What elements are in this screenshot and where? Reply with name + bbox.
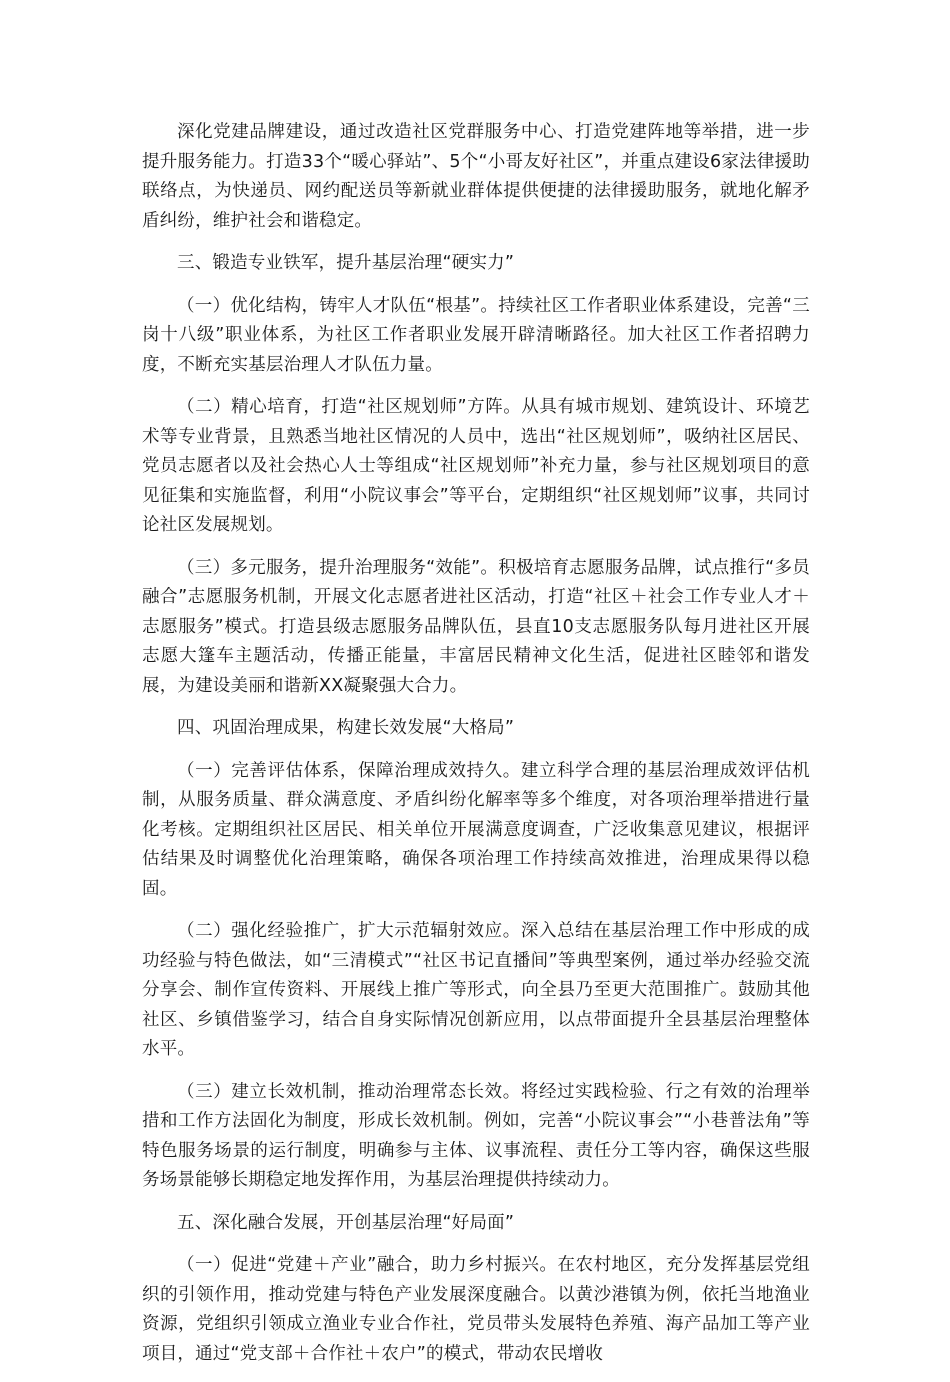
paragraph-3-2: （二）精心培育，打造“社区规划师”方阵。从具有城市规划、建筑设计、环境艺术等专业背景，且熟悉当地社区情况的人员中，选出“社区规划师”，吸纳社区居民、党员志愿者以及社会热心人士等组成“社区规划师”补充力量，参与社区规划项目的意见征集和实施监督，利用“小院议事会”等平台，定期组织“社区规划师”议事，共同讨论社区发展规划。 — [142, 397, 810, 535]
section-heading-5: 五、深化融合发展，开创基层治理“好局面” — [177, 1212, 515, 1233]
paragraph-4-3: （三）建立长效机制，推动治理常态长效。将经过实践检验、行之有效的治理举措和工作方法固化为制度，形成长效机制。例如，完善“小院议事会”“小巷普法角”等特色服务场景的运行制度，明确参与主体、议事流程、责任分工等内容，确保这些服务场景能够长期稳定地发挥作用，为基层治理提供持续动力。 — [142, 1081, 810, 1190]
paragraph-5-1: （一）促进“党建＋产业”融合，助力乡村振兴。在农村地区，充分发挥基层党组织的引领作用，推动党建与特色产业发展深度融合。以黄沙港镇为例，依托当地渔业资源，党组织引领成立渔业专业合作社，党员带头发展特色养殖、海产品加工等产业项目，通过“党支部＋合作社＋农户”的模式，带动农民增收 — [142, 1255, 810, 1364]
paragraph-3-3: （三）多元服务，提升治理服务“效能”。积极培育志愿服务品牌，试点推行“多员融合”志愿服务机制，开展文化志愿者进社区活动，打造“社区＋社会工作专业人才＋志愿服务”模式。打造县级志愿服务品牌队伍，县直10支志愿服务队每月进社区开展志愿大篷车主题活动，传播正能量，丰富居民精神文化生活，促进社区睦邻和谐发展，为建设美丽和谐新XX凝聚强大合力。 — [142, 557, 810, 696]
paragraph-4-2: （二）强化经验推广，扩大示范辐射效应。深入总结在基层治理工作中形成的成功经验与特色做法，如“三清模式”“社区书记直播间”等典型案例，通过举办经验交流分享会、制作宣传资料、开展线上推广等形式，向全县乃至更大范围推广。鼓励其他社区、乡镇借鉴学习，结合自身实际情况创新应用，以点带面提升全县基层治理整体水平。 — [142, 921, 810, 1059]
paragraph-party-brand: 深化党建品牌建设，通过改造社区党群服务中心、打造党建阵地等举措，进一步提升服务能力。打造33个“暖心驿站”、5个“小哥友好社区”，并重点建设6家法律援助联络点，为快递员、网约配送员等新就业群体提供便捷的法律援助服务，就地化解矛盾纠纷，维护社会和谐稳定。 — [142, 122, 810, 231]
paragraph-4-1: （一）完善评估体系，保障治理成效持久。建立科学合理的基层治理成效评估机制，从服务质量、群众满意度、矛盾纠纷化解率等多个维度，对各项治理举措进行量化考核。定期组织社区居民、相关单位开展满意度调查，广泛收集意见建议，根据评估结果及时调整优化治理策略，确保各项治理工作持续高效推进，治理成果得以稳固。 — [142, 760, 810, 899]
document-body — [142, 118, 810, 1382]
paragraph-3-1: （一）优化结构，铸牢人才队伍“根基”。持续社区工作者职业体系建设，完善“三岗十八级”职业体系，为社区工作者职业发展开辟清晰路径。加大社区工作者招聘力度，不断充实基层治理人才队伍力量。 — [142, 295, 810, 375]
section-heading-3: 三、锻造专业铁军，提升基层治理“硬实力” — [177, 253, 515, 273]
section-heading-4: 四、巩固治理成果，构建长效发展“大格局” — [177, 718, 515, 738]
